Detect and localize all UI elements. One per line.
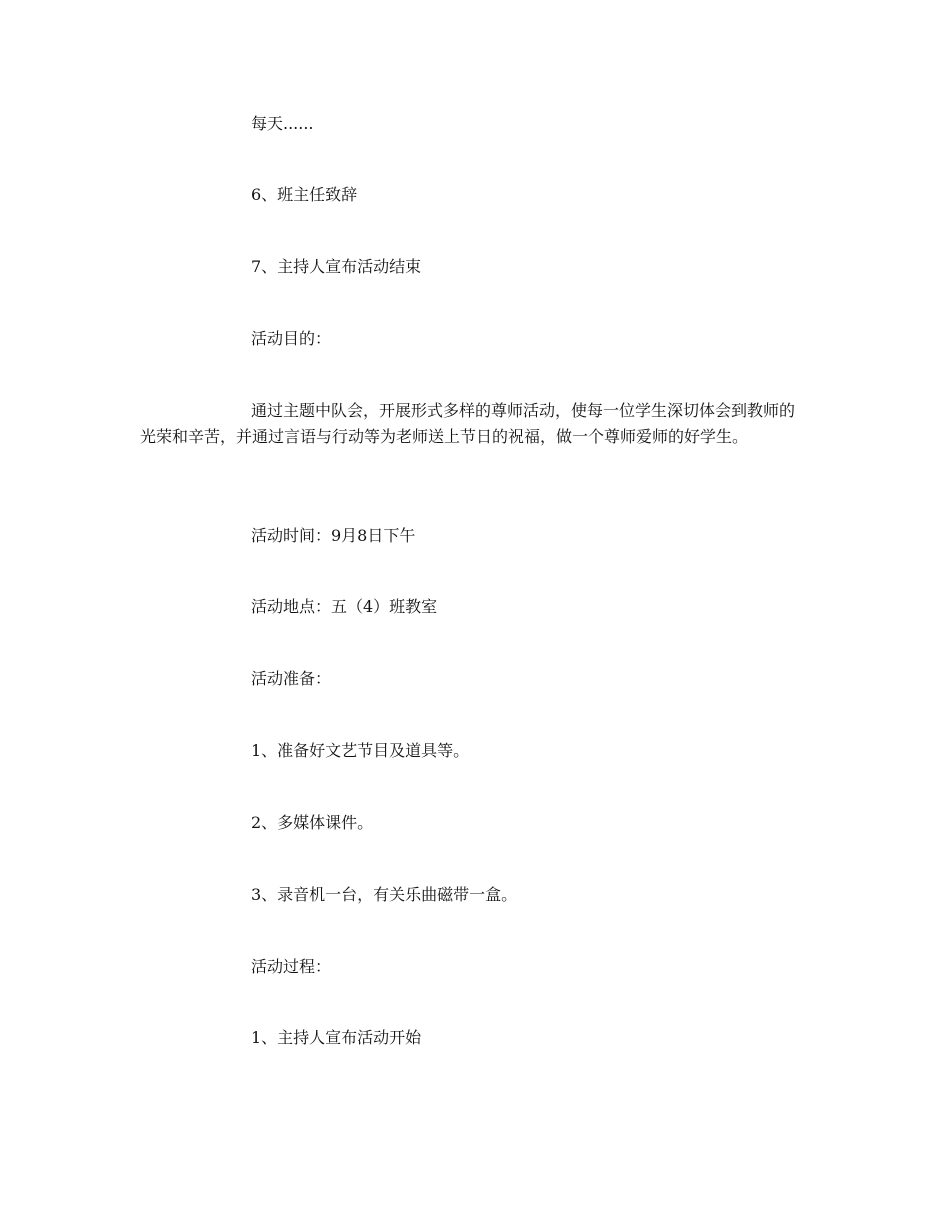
text-line-prep-item-3: 3、录音机一台，有关乐曲磁带一盒。 xyxy=(251,885,518,904)
purpose-paragraph: 通过主题中队会，开展形式多样的尊师活动，使每一位学生深切体会到教师的光荣和辛苦，并通过言语与行动等为老师送上节日的祝福，做一个尊师爱师的好学生。 xyxy=(140,401,796,446)
text-line-process-item-1: 1、主持人宣布活动开始 xyxy=(251,1028,422,1047)
text-line-every-day: 每天...... xyxy=(251,114,314,133)
text-line-activity-time: 活动时间：9月8日下午 xyxy=(251,526,416,545)
text-line-host-ends-activity: 7、主持人宣布活动结束 xyxy=(251,257,422,276)
text-line-prep-item-1: 1、准备好文艺节目及道具等。 xyxy=(251,741,470,760)
text-line-activity-location: 活动地点：五（4）班教室 xyxy=(251,597,438,616)
heading-activity-process: 活动过程： xyxy=(251,957,332,976)
heading-activity-preparation: 活动准备： xyxy=(251,669,332,688)
heading-activity-purpose: 活动目的： xyxy=(251,329,332,348)
text-line-prep-item-2: 2、多媒体课件。 xyxy=(251,813,374,832)
text-line-head-teacher-speech: 6、班主任致辞 xyxy=(251,185,358,204)
